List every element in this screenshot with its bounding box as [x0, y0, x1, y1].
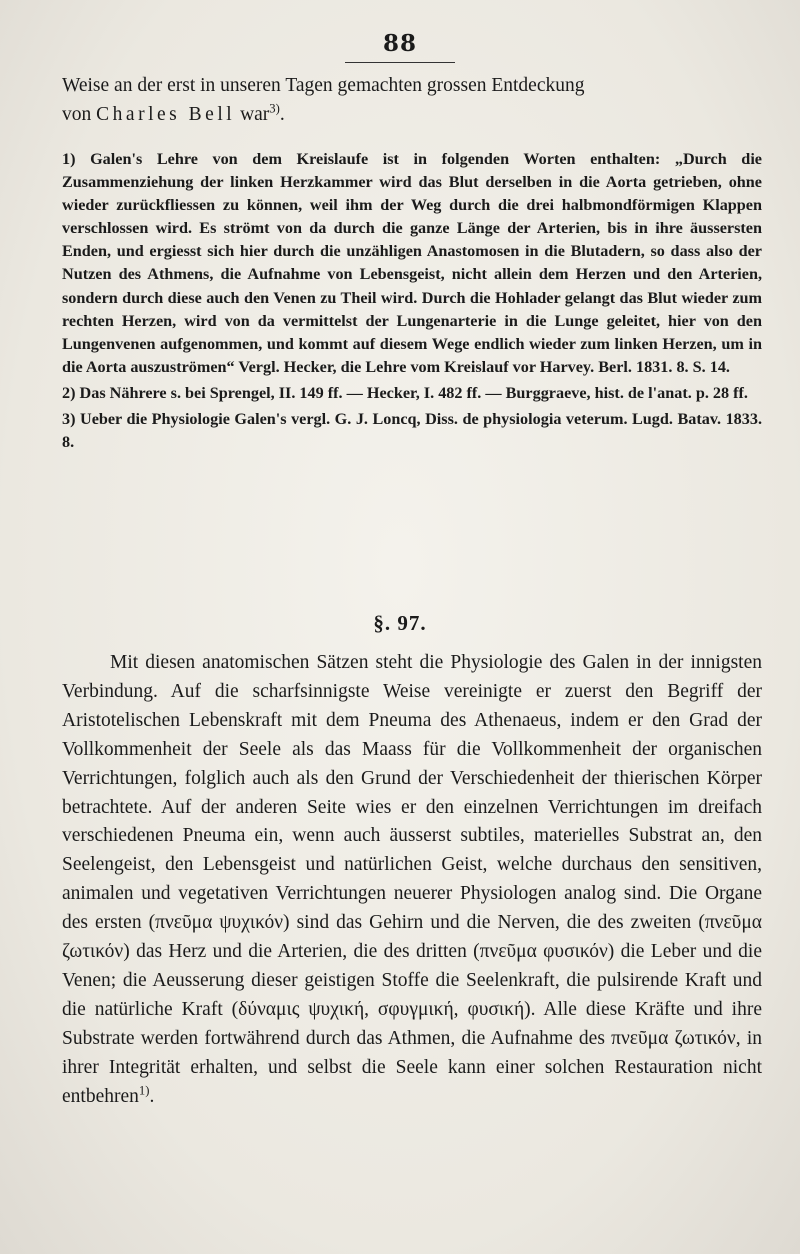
footnote-number: 2) [62, 383, 76, 402]
continued-paragraph [62, 72, 762, 130]
page-number: 88 [382, 30, 417, 57]
footnote-reference: 1) [138, 1083, 150, 1098]
text-line-2-post: war [235, 103, 270, 125]
person-name: Charles Bell [96, 103, 236, 125]
footnote-number: 1) [62, 150, 76, 168]
paragraph-end: . [149, 1085, 155, 1107]
text-line-2-pre: von [62, 103, 97, 125]
footnotes [62, 148, 762, 457]
text-line-1: Weise an der erst in unseren Tagen gemachten grossen Entdeckung [62, 75, 585, 96]
footnote-reference: 3) [269, 101, 280, 116]
footnote-text: Ueber die Physiologie Galen's vergl. G. J. Loncq, Diss. de physiologia veterum. Lugd. Batav. 1833. 8. [62, 410, 763, 452]
footnote [62, 408, 762, 454]
text-line [62, 101, 762, 130]
paragraph-text [62, 649, 762, 1112]
footnote [62, 382, 762, 405]
footnote-text: Galen's Lehre von dem Kreislaufe ist in folgenden Worten enthalten: „Durch die Zusammenziehung der linken Herzkammer wird das Blut derselben in die Aorta getrieben, ohne wieder zurückfliessen zu können, weil ihm der Weg durch die drei halbmondförmigen Klappen verschlossen wird. Es strömt von da durch die ganze Länge der Arterien, bis in ihre äussersten Enden, und ergiesst sich hier durch die unzähligen Anastomosen in die Blutadern, so dass also der Nutzen des Athmens, die Aufnahme von Lebensgeist, nicht allein dem Herzen und den Arterien, sondern durch diese auch den Venen zu Theil wird. Durch die Hohlader gelangt das Blut wieder zum rechten Herzen, wird von da vermittelst der Lungenarterie in die Lunge geleitet, hier von den Lungenvenen aufgenommen, und kommt auf diesem Wege endlich wieder zum linken Herzen, um in die Aorta auszuströmen“ Vergl. Hecker, die Lehre vom Kreislauf vor Harvey. Berl. 1831. 8. S. 14. [62, 150, 762, 376]
text-line-2-end: . [279, 103, 285, 125]
text-line [62, 72, 762, 101]
paragraph-body: Mit diesen anatomischen Sätzen steht die Physiologie des Galen in der innigsten Verbindung. Auf die scharfsinnigste Weise vereinigte er zuerst den Begriff der Aristotelischen Lebenskraft mit dem Pneuma des Athenaeus, indem er den Grad der Vollkommenheit der Seele als das Maass für die Vollkommenheit der organischen Verrichtungen, folglich auch als den Grund der Verschiedenheit der thierischen Körper betrachtete. Auf der anderen Seite wies er den einzelnen Verrichtungen im dreifach verschiedenen Pneuma ein, wenn auch äusserst subtiles, materielles Substrat an, den Seelengeist, den Lebensgeist und natürlichen Geist, welche durchaus den sensitiven, animalen und vegetativen Verrichtungen neuerer Physiologen analog sind. Die Organe des ersten (πνεῦμα ψυχικόν) sind das Gehirn und die Nerven, die des zweiten (πνεῦμα ζωτικόν) das Herz und die Arterien, die des dritten (πνεῦμα φυσικόν) die Leber und die Venen; die Aeusserung dieser geistigen Stoffe die Seelenkraft, die pulsirende Kraft und die natürliche Kraft (δύναμις ψυχική, σφυγμική, φυσική). Alle diese Kräfte und ihre Substrate werden fortwährend durch das Athmen, die Aufnahme des πνεῦμα ζωτικόν, in ihrer Integrität erhalten, und selbst die Seele kann einer solchen Restauration nicht entbehren [62, 652, 762, 1107]
section-paragraph [62, 649, 762, 1112]
footnote [62, 148, 762, 379]
section-heading: §. 97. [373, 611, 427, 635]
footnote-number: 3) [62, 410, 76, 429]
page-number-rule [345, 62, 455, 63]
footnote-text: Das Nährere s. bei Sprengel, II. 149 ff. — Hecker, I. 482 ff. — Burggraeve, hist. de l'anat. p. 28 ff. [79, 383, 748, 402]
